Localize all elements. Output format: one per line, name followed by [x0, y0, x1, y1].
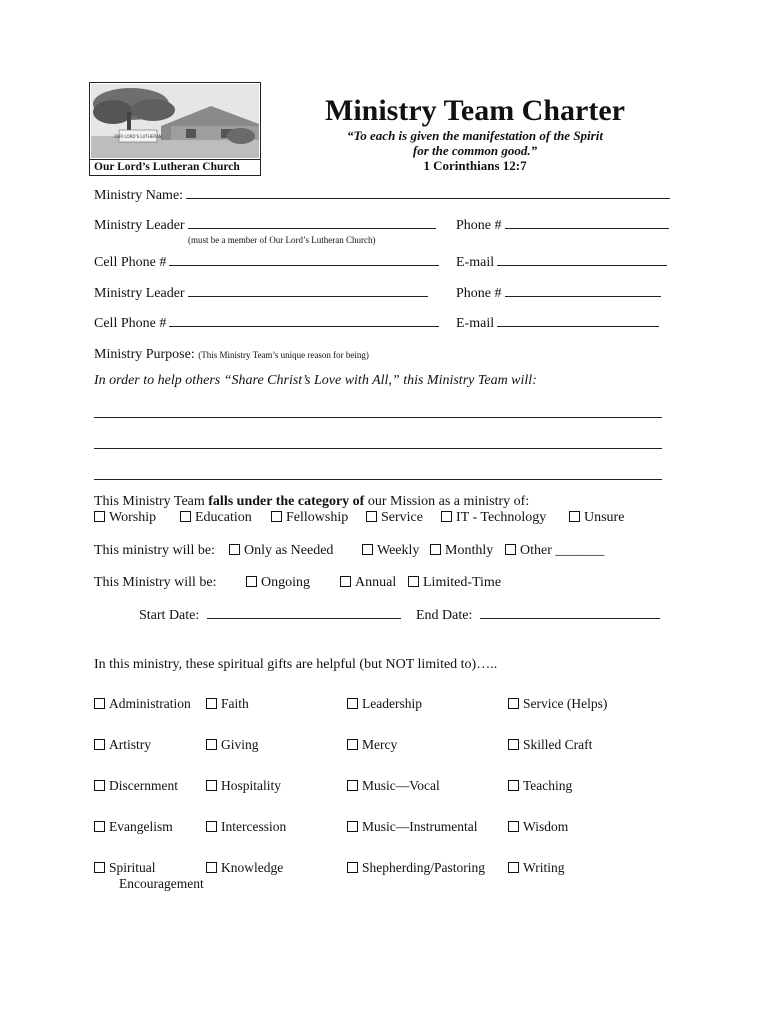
checkbox[interactable]	[94, 862, 105, 873]
option-label: Other _______	[520, 543, 605, 558]
checkbox[interactable]	[246, 576, 257, 587]
start-date-field[interactable]	[207, 617, 401, 619]
ministry-leader-row	[94, 218, 436, 234]
checkbox[interactable]	[94, 698, 105, 709]
checkbox[interactable]	[347, 739, 358, 750]
gift-label: Artistry	[109, 737, 151, 752]
option-label: Limited-Time	[423, 575, 502, 590]
option-label: Education	[195, 510, 252, 525]
gift-evangelism[interactable]	[94, 819, 173, 835]
option-label: Unsure	[584, 510, 625, 525]
email-field[interactable]	[497, 264, 667, 266]
checkbox[interactable]	[347, 698, 358, 709]
phone-row	[456, 218, 669, 234]
ministry-leader-label: Ministry Leader	[94, 218, 185, 233]
option-label: Worship	[109, 510, 157, 525]
checkbox[interactable]	[508, 821, 519, 832]
duration-option-ongoing[interactable]	[246, 575, 310, 591]
ministry-purpose-label: Ministry Purpose:	[94, 347, 195, 362]
checkbox[interactable]	[366, 511, 377, 522]
church-photo	[91, 84, 259, 158]
quote-line-2: for the common good.”	[412, 143, 538, 158]
category-lead-bold: falls under the category of	[208, 494, 365, 509]
gift-label: Service (Helps)	[523, 696, 608, 711]
gift-wisdom[interactable]	[508, 819, 568, 835]
church-logo	[89, 82, 261, 176]
category-option-service[interactable]	[366, 510, 423, 526]
gift-label: Giving	[221, 737, 259, 752]
gift-artistry[interactable]	[94, 737, 151, 753]
category-option-education[interactable]	[180, 510, 252, 526]
checkbox[interactable]	[408, 576, 419, 587]
ministry-purpose-row	[94, 347, 369, 363]
gift-label: Leadership	[362, 696, 422, 711]
checkbox[interactable]	[94, 821, 105, 832]
checkbox[interactable]	[94, 739, 105, 750]
gift-writing[interactable]	[508, 860, 564, 876]
checkbox[interactable]	[430, 544, 441, 555]
gift-mercy[interactable]	[347, 737, 397, 753]
email-row-2	[456, 316, 659, 332]
gift-label: Intercession	[221, 819, 287, 834]
email-label-2: E-mail	[456, 316, 495, 331]
category-lead-post: our Mission as a ministry of:	[364, 494, 530, 509]
gift-teaching[interactable]	[508, 778, 572, 794]
gift-skilled-craft[interactable]	[508, 737, 592, 753]
gift-label: Knowledge	[221, 860, 284, 875]
option-label: Ongoing	[261, 575, 310, 590]
ministry-name-field[interactable]	[186, 197, 670, 199]
gift-giving[interactable]	[206, 737, 259, 753]
purpose-note: (This Ministry Team’s unique reason for being)	[198, 350, 369, 360]
gift-label: Skilled Craft	[523, 737, 593, 752]
phone-label-2: Phone #	[456, 286, 502, 301]
purpose-line-1[interactable]	[94, 416, 662, 418]
checkbox[interactable]	[569, 511, 580, 522]
start-date-row	[139, 608, 401, 624]
email-row	[456, 255, 667, 271]
leader-note: (must be a member of Our Lord’s Lutheran Church)	[188, 235, 376, 245]
cell-phone-field[interactable]	[169, 264, 439, 266]
gift-hospitality[interactable]	[206, 778, 281, 794]
purpose-intro: In order to help others “Share Christ’s Love with All,” this Ministry Team will:	[94, 373, 537, 388]
cell-phone-field-2[interactable]	[169, 325, 439, 327]
gift-label: Music—Vocal	[362, 778, 440, 793]
email-label: E-mail	[456, 255, 495, 270]
checkbox[interactable]	[347, 862, 358, 873]
gift-leadership[interactable]	[347, 696, 422, 712]
checkbox[interactable]	[508, 862, 519, 873]
checkbox[interactable]	[508, 780, 519, 791]
ministry-name-label: Ministry Name:	[94, 188, 184, 203]
page-title: Ministry Team Charter	[325, 94, 625, 127]
gift-label: Spiritual	[109, 860, 156, 875]
phone-field-2[interactable]	[505, 295, 661, 297]
checkbox[interactable]	[271, 511, 282, 522]
option-label: Annual	[355, 575, 397, 590]
gift-music-instrumental[interactable]	[347, 819, 477, 835]
email-field-2[interactable]	[497, 325, 659, 327]
gifts-intro: In this ministry, these spiritual gifts are helpful (but NOT limited to)…..	[94, 657, 498, 672]
gift-music-vocal[interactable]	[347, 778, 440, 794]
purpose-line-2[interactable]	[94, 447, 662, 449]
ministry-leader-row-2	[94, 286, 428, 302]
category-option-it-technology[interactable]	[441, 510, 546, 526]
gift-administration[interactable]	[94, 696, 191, 712]
gift-knowledge[interactable]	[206, 860, 283, 876]
gift-shepherding-pastoring[interactable]	[347, 860, 485, 876]
checkbox[interactable]	[206, 739, 217, 750]
gift-label: Writing	[523, 860, 565, 875]
option-label: Only as Needed	[244, 543, 334, 558]
category-lead-pre: This Ministry Team	[94, 494, 209, 509]
checkbox[interactable]	[206, 780, 217, 791]
frequency-option-weekly[interactable]	[362, 543, 419, 559]
purpose-line-3[interactable]	[94, 478, 662, 480]
option-label: IT - Technology	[456, 510, 547, 525]
duration-option-limited-time[interactable]	[408, 575, 501, 591]
end-date-row	[416, 608, 660, 624]
checkbox[interactable]	[347, 821, 358, 832]
option-label: Fellowship	[286, 510, 349, 525]
gift-label: Teaching	[523, 778, 573, 793]
phone-row-2	[456, 286, 661, 302]
checkbox[interactable]	[94, 511, 105, 522]
category-option-fellowship[interactable]	[271, 510, 348, 526]
checkbox[interactable]	[94, 780, 105, 791]
checkbox[interactable]	[206, 821, 217, 832]
gift-label: Discernment	[109, 778, 178, 793]
ministry-name-row	[94, 188, 670, 204]
checkbox[interactable]	[206, 862, 217, 873]
gift-label: Shepherding/Pastoring	[362, 860, 485, 875]
ministry-leader-field-2[interactable]	[188, 295, 428, 297]
gift-faith[interactable]	[206, 696, 249, 712]
option-label: Weekly	[377, 543, 420, 558]
option-label: Service	[381, 510, 423, 525]
duration-option-annual[interactable]	[340, 575, 396, 591]
checkbox[interactable]	[508, 739, 519, 750]
gift-service-helps[interactable]	[508, 696, 607, 712]
scripture-reference: 1 Corinthians 12:7	[423, 158, 527, 173]
frequency-option-other[interactable]	[505, 543, 604, 559]
category-option-worship[interactable]	[94, 510, 156, 526]
gift-spiritual-encouragement-line2: Encouragement	[119, 876, 204, 891]
logo-caption: Our Lord’s Lutheran Church	[90, 159, 260, 174]
checkbox[interactable]	[441, 511, 452, 522]
checkbox[interactable]	[508, 698, 519, 709]
phone-field[interactable]	[505, 227, 669, 229]
duration-label: This Ministry will be:	[94, 575, 217, 590]
frequency-label: This ministry will be:	[94, 543, 215, 558]
cell-phone-row	[94, 255, 439, 271]
gift-label: Administration	[109, 696, 191, 711]
logo-sign-text: OUR LORD'S LUTHERAN	[114, 134, 162, 139]
start-date-label: Start Date:	[139, 608, 200, 623]
quote-line-1: “To each is given the manifestation of the Spirit	[347, 128, 603, 143]
checkbox[interactable]	[229, 544, 240, 555]
category-lead	[94, 494, 529, 510]
cell-phone-label: Cell Phone #	[94, 255, 167, 270]
phone-label: Phone #	[456, 218, 502, 233]
cell-phone-label-2: Cell Phone #	[94, 316, 167, 331]
cell-phone-row-2	[94, 316, 439, 332]
category-option-unsure[interactable]	[569, 510, 624, 526]
checkbox[interactable]	[206, 698, 217, 709]
gift-label: Mercy	[362, 737, 398, 752]
checkbox[interactable]	[180, 511, 191, 522]
gift-label: Music—Instrumental	[362, 819, 478, 834]
gift-label: Hospitality	[221, 778, 281, 793]
frequency-option-as-needed[interactable]	[229, 543, 333, 559]
checkbox[interactable]	[340, 576, 351, 587]
checkbox[interactable]	[505, 544, 516, 555]
ministry-leader-label-2: Ministry Leader	[94, 286, 185, 301]
checkbox[interactable]	[347, 780, 358, 791]
frequency-option-monthly[interactable]	[430, 543, 493, 559]
option-label: Monthly	[445, 543, 494, 558]
gift-label: Faith	[221, 696, 249, 711]
gift-intercession[interactable]	[206, 819, 286, 835]
gift-label: Evangelism	[109, 819, 173, 834]
scripture-quote	[300, 128, 650, 158]
gift-label: Wisdom	[523, 819, 569, 834]
gift-spiritual-encouragement[interactable]	[94, 860, 156, 876]
end-date-field[interactable]	[480, 617, 660, 619]
end-date-label: End Date:	[416, 608, 473, 623]
gift-discernment[interactable]	[94, 778, 178, 794]
checkbox[interactable]	[362, 544, 373, 555]
ministry-leader-field[interactable]	[188, 227, 436, 229]
